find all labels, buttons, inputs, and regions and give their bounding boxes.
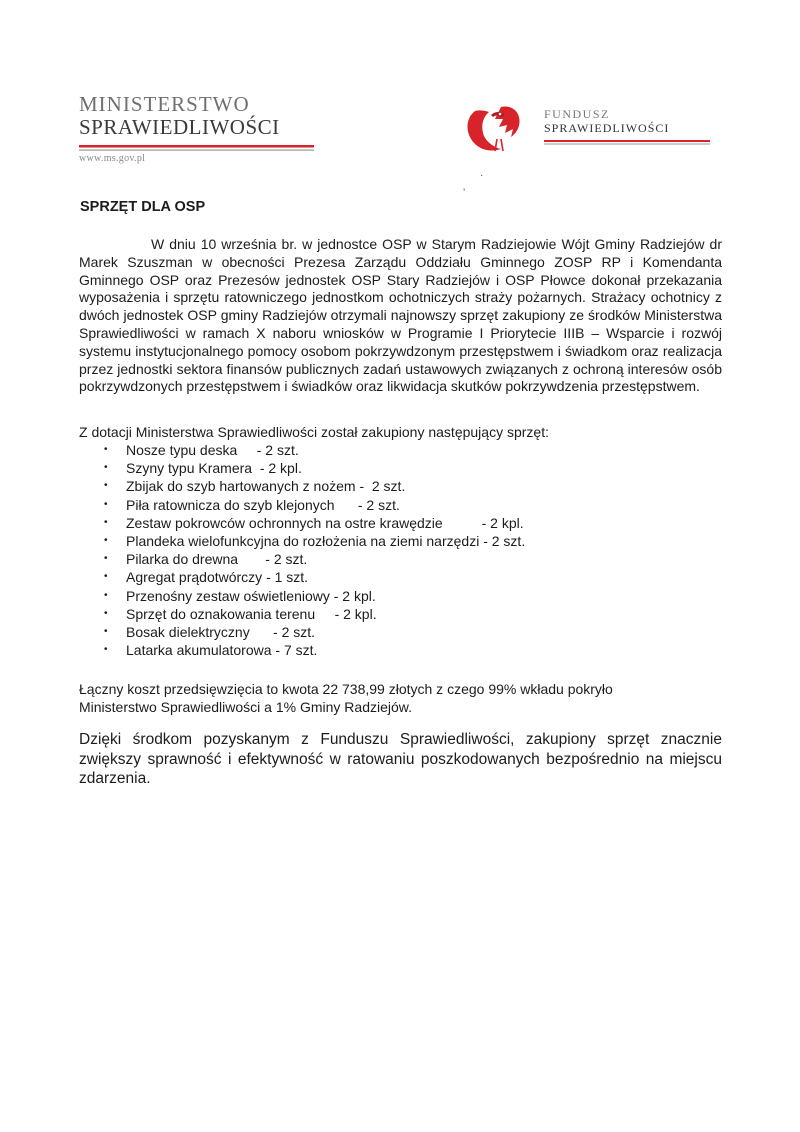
closing-paragraph: Dzięki środkom pozyskanym z Funduszu Sprawiedliwości, zakupiony sprzęt znacznie zwiększy sprawność i efektywność w ratowaniu poszkodowanych bezpośrednio na miejscu zdarzenia.	[79, 731, 722, 787]
list-item-text: Piła ratownicza do szyb klejonych - 2 szt.	[126, 496, 400, 513]
bullet-icon: •	[104, 644, 108, 656]
bullet-icon: •	[104, 462, 108, 474]
ministry-name-line2: SPRAWIEDLIWOŚCI	[79, 115, 280, 139]
ministry-bar-red	[79, 145, 314, 148]
ministry-bar-gray	[79, 150, 314, 151]
bullet-icon: •	[104, 571, 108, 583]
list-item-text: Plandeka wielofunkcyjna do rozłożenia na ziemi narzędzi - 2 szt.	[126, 532, 526, 549]
list-item-text: Latarka akumulatorowa - 7 szt.	[126, 642, 318, 659]
list-item-text: Zestaw pokrowców ochronnych na ostre krawędzie - 2 kpl.	[126, 514, 524, 531]
bullet-icon: •	[104, 625, 108, 637]
list-item-text: Zbijak do szyb hartowanych z nożem - 2 szt.	[126, 478, 406, 495]
list-item-text: Przenośny zestaw oświetleniowy - 2 kpl.	[126, 587, 376, 604]
list-item-text: Szyny typu Kramera - 2 kpl.	[126, 460, 302, 477]
bullet-icon: •	[104, 534, 108, 546]
fund-name-line2: SPRAWIEDLIWOŚCI	[544, 121, 670, 135]
bullet-icon: •	[104, 589, 108, 601]
bullet-icon: •	[104, 607, 108, 619]
cost-line-2: Ministerstwo Sprawiedliwości a 1% Gminy Radziejów.	[79, 699, 413, 715]
bullet-icon: •	[104, 444, 108, 455]
scan-mark: ʼ	[463, 188, 466, 199]
document-title: SPRZĘT DLA OSP	[80, 199, 206, 215]
scan-mark: ·	[480, 170, 484, 181]
fund-logo-text	[544, 108, 669, 135]
list-item-text: Agregat prądotwórczy - 1 szt.	[126, 569, 309, 586]
bullet-icon: •	[104, 553, 108, 565]
ministry-url: www.ms.gov.pl	[79, 153, 146, 164]
bullet-icon: •	[104, 480, 108, 492]
list-item-text: Bosak dielektryczny - 2 szt.	[126, 623, 316, 640]
equipment-list-intro: Z dotacji Ministerstwa Sprawiedliwości został zakupiony następujący sprzęt:	[79, 424, 549, 440]
eagle-emblem-icon	[461, 103, 529, 155]
list-item-text: Sprzęt do oznakowania terenu - 2 kpl.	[126, 605, 377, 622]
list-item-text: Pilarka do drewna - 2 szt.	[126, 551, 308, 568]
fund-name-line1: FUNDUSZ	[544, 107, 610, 121]
fund-logo-bar	[544, 140, 710, 146]
ministry-logo	[79, 93, 280, 139]
cost-summary	[79, 680, 613, 716]
bullet-icon: •	[104, 498, 108, 510]
cost-line-1: Łączny koszt przedsięwzięcia to kwota 22 738,99 złotych z czego 99% wkładu pokryło	[79, 681, 613, 697]
bullet-icon: •	[104, 516, 108, 528]
ministry-name-line1: MINISTERSTWO	[79, 92, 250, 116]
list-item-text: Nosze typu deska - 2 szt.	[126, 442, 299, 458]
main-paragraph: W dniu 10 września br. w jednostce OSP w Starym Radziejowie Wójt Gminy Radziejów dr Marek Szuszman w obecności Prezesa Zarządu Oddziału Gminnego ZOSP RP i Komendanta Gminnego OSP oraz Prezesów jednostek OSP Stary Radziejów i OSP Płowce dokonał przekazania wyposażenia i sprzętu ratowniczego jednostkom ochotniczych straży pożarnych. Strażacy ochotnicy z dwóch jednostek OSP gminy Radziejów otrzymali najnowszy sprzęt zakupiony ze środków Ministerstwa Sprawiedliwości w ramach X naboru wniosków w Programie I Priorytecie IIIB – Wsparcie i rozwój systemu instytucjonalnego pomocy osobom pokrzywdzonym przestępstwem i świadkom oraz realizacja przez jednostki sektora finansów publicznych zadań ustawowych związanych z ochroną interesów osób pokrzywdzonych przestępstwem i świadków oraz likwidacja skutków pokrzywdzenia przestępstwem.	[79, 236, 722, 395]
